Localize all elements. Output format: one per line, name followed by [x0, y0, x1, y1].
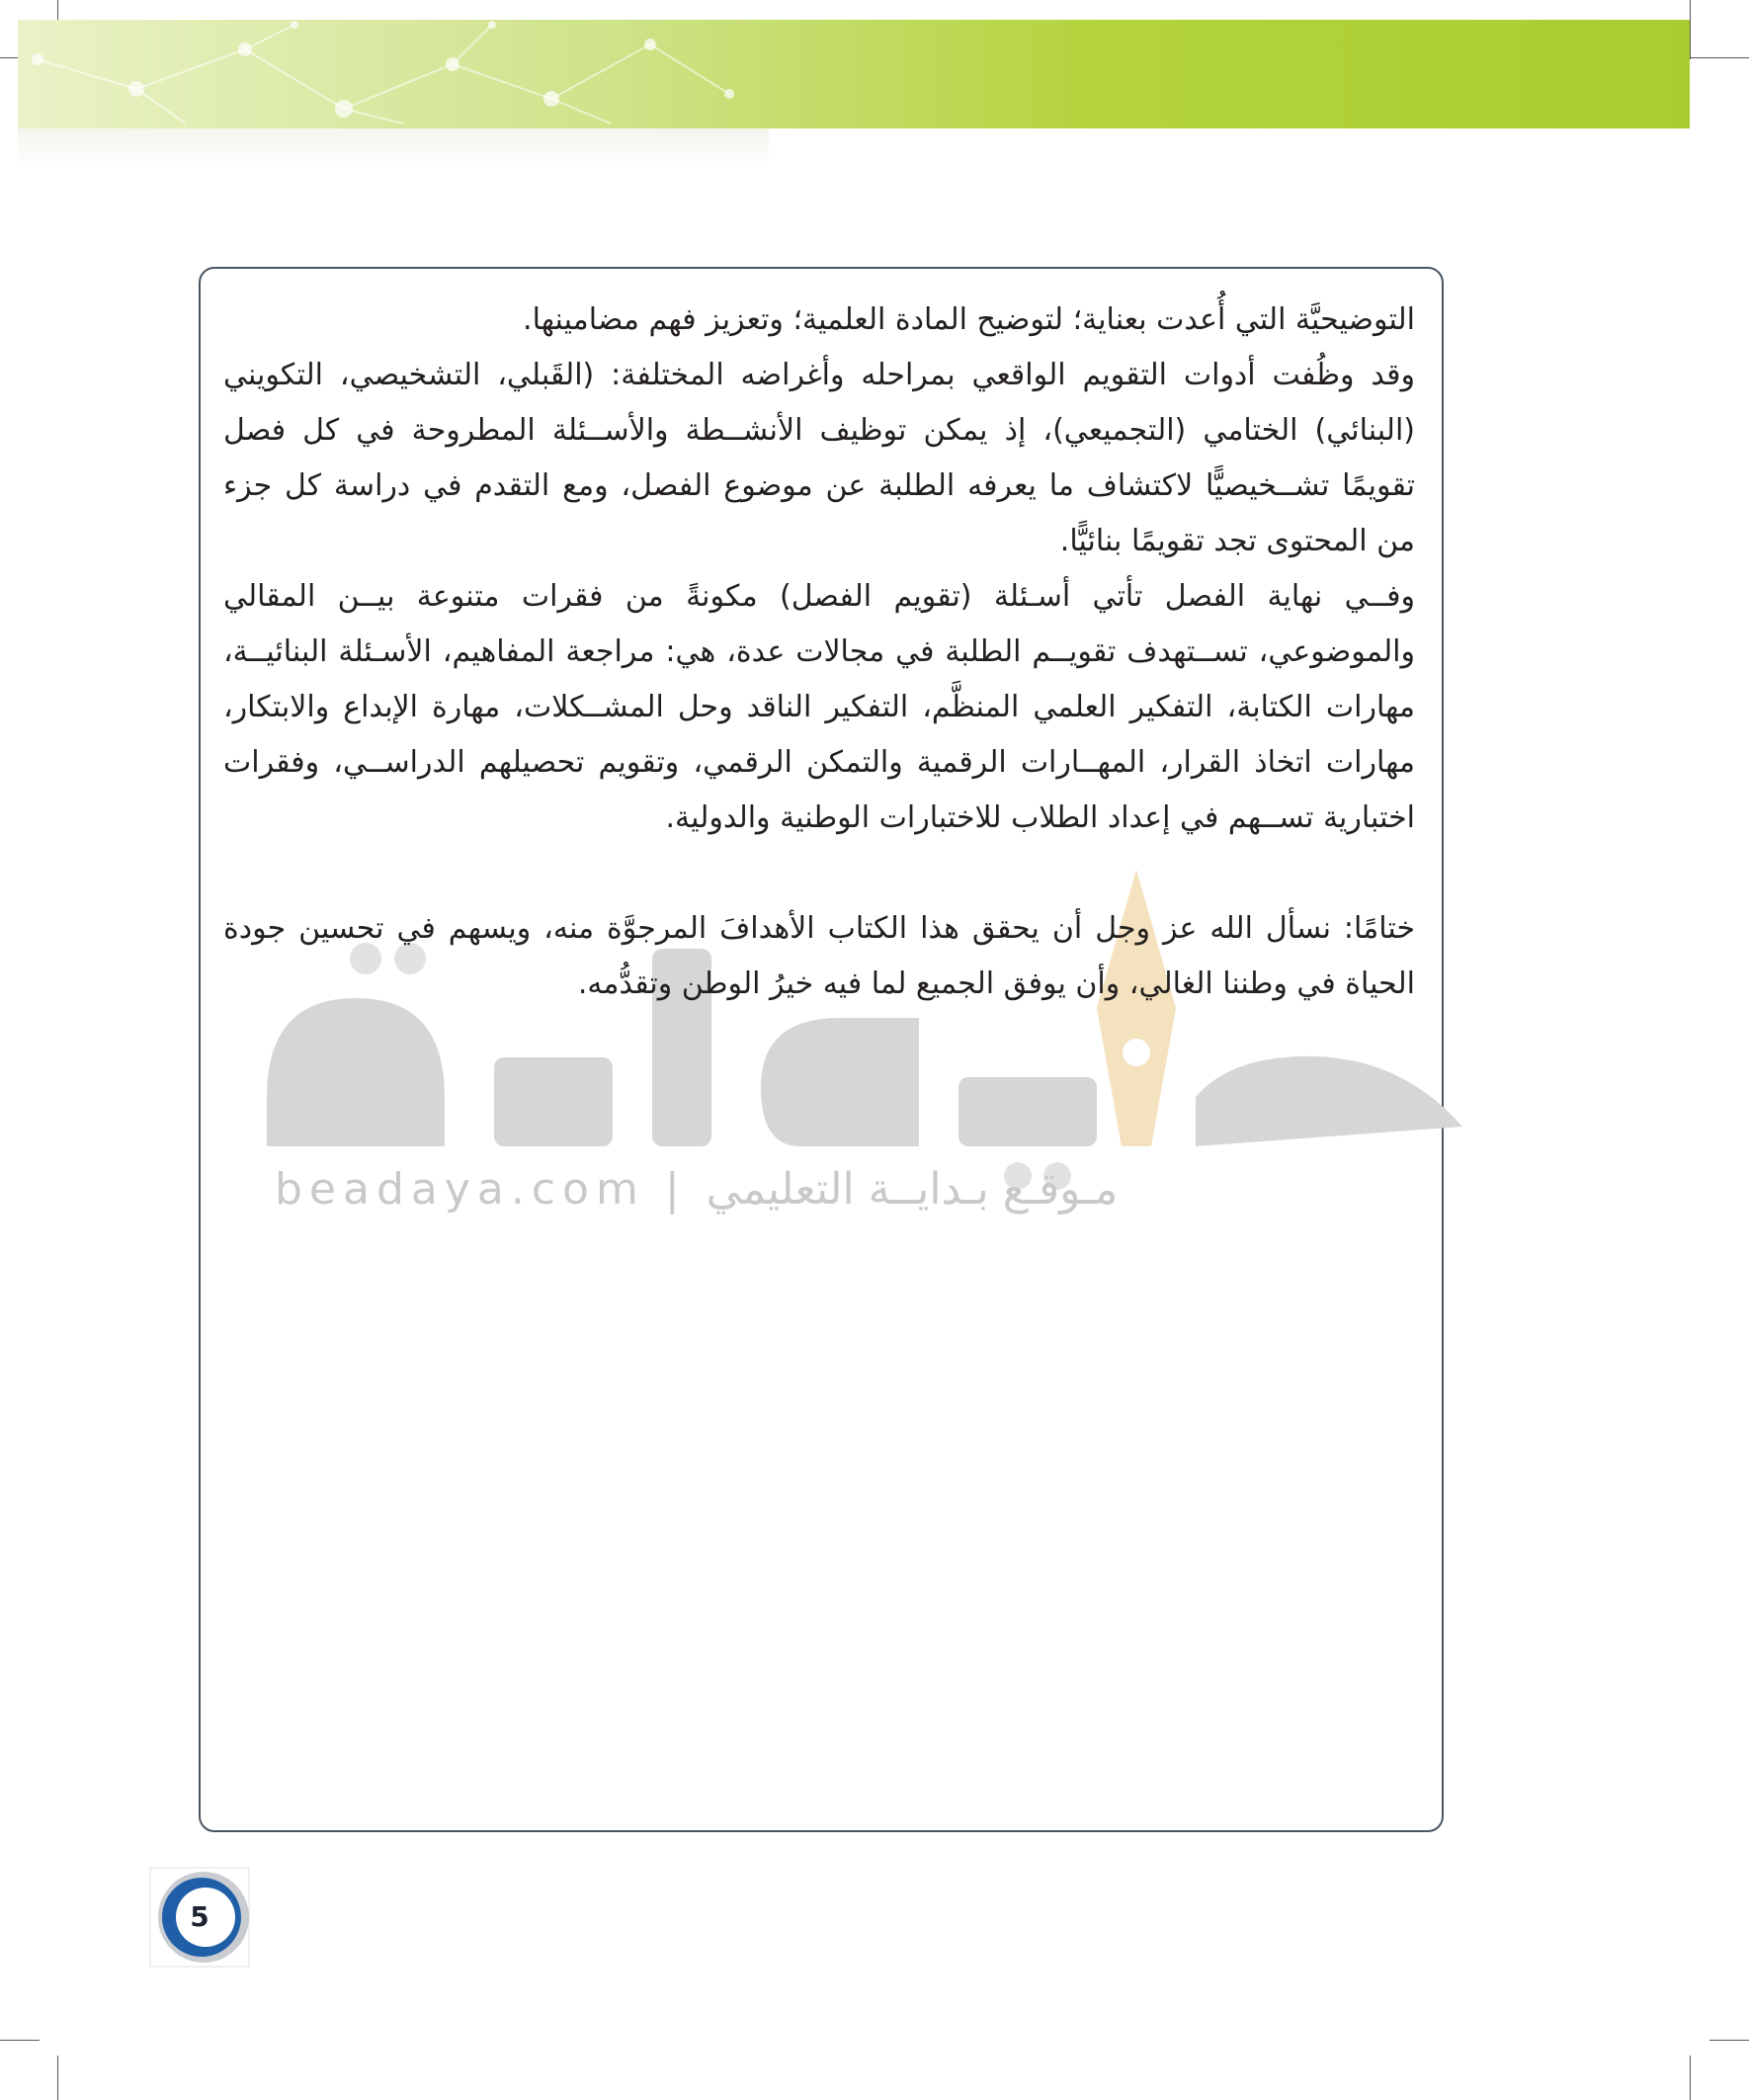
- network-pattern-icon: [18, 20, 1690, 128]
- crop-mark: [1690, 57, 1749, 58]
- page-number: 5: [190, 1900, 209, 1933]
- crop-mark: [57, 2056, 58, 2100]
- paragraph: التوضيحيَّة التي أُعدت بعناية؛ لتوضيح المادة العلمية؛ وتعزيز فهم مضامينها.: [523, 302, 1415, 337]
- crop-mark: [1690, 2056, 1691, 2100]
- crop-mark: [1709, 2040, 1749, 2041]
- banner-shadow: [18, 128, 769, 168]
- watermark-caption: [275, 1164, 1118, 1215]
- paragraph: وقد وظُفت أدوات التقويم الواقعي بمراحله وأغراضه المختلفة: (القَبلي، التشخيصي، التكويني (البنائي) الختامي (التجميعي)، إذ يمكن توظيف الأنشــطة والأســئلة المطروحة في كل فصل تقويمًا تشــخيصيًّا لاكتشاف ما يعرفه الطلبة عن موضوع الفصل، ومع التقدم في دراسة كل جزء من المحتوى تجد تقويمًا بنائيًّا.: [223, 358, 1415, 558]
- watermark-tagline: مـوقـع بـدايــة التعليمي: [706, 1164, 1119, 1215]
- header-banner: [18, 20, 1690, 128]
- watermark-separator: |: [664, 1164, 687, 1215]
- crop-mark: [0, 2040, 40, 2041]
- paragraph: ختامًا: نسأل الله عز وجل أن يحقق هذا الكتاب الأهدافَ المرجوَّة منه، ويسهم في تحسين جودة الحياة في وطننا الغالي، وأن يوفق الجميع لما فيه خيرُ الوطن وتقدُّمه.: [223, 911, 1415, 1001]
- paragraph: وفــي نهاية الفصل تأتي أسـئلة (تقويم الفصل) مكونةً من فقرات متنوعة بيــن المقالي والموضوعي، تســتهدف تقويــم الطلبة في مجالات عدة، هي: مراجعة المفاهيم، الأسـئلة البنائيــة، مهارات الكتابة، التفكير العلمي المنظَّم، التفكير الناقد وحل المشــكلات، مهارة الإبداع والابتكار، مهارات اتخاذ القرار، المهــارات الرقمية والتمكن الرقمي، وتقويم تحصيلهم الدراســي، وفقرات اختبارية تســهم في إعداد الطلاب للاختبارات الوطنية والدولية.: [223, 579, 1415, 835]
- crop-mark: [1690, 0, 1691, 59]
- body-text: [223, 293, 1415, 1012]
- watermark-site: beadaya.com: [275, 1164, 645, 1215]
